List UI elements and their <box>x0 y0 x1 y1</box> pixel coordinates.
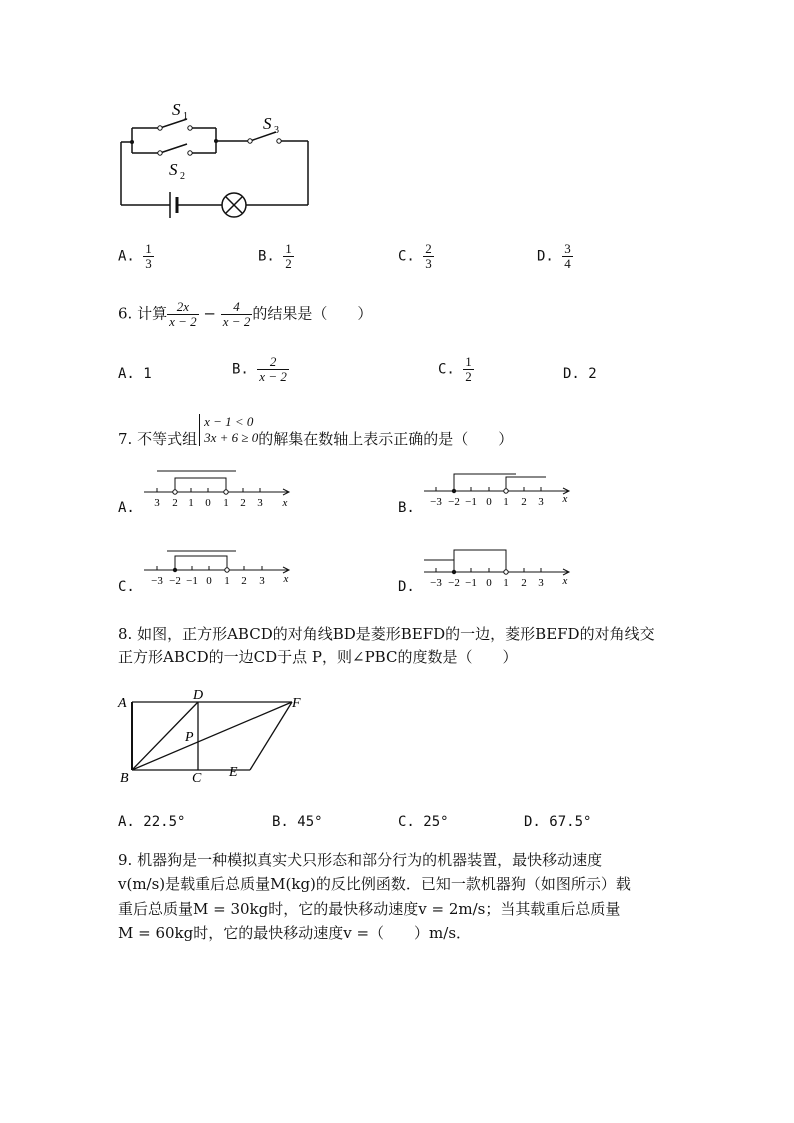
q6-option-d[interactable]: D. 2 <box>563 366 597 382</box>
q6-option-c[interactable]: C. $\frac{1}{2}$ <box>438 354 472 384</box>
q5-option-b[interactable]: B. $\frac{1}{2}$ <box>258 241 292 271</box>
tick-label: 3 <box>538 496 544 508</box>
tick-label: −2 <box>448 496 460 508</box>
point-p-label: P <box>185 730 194 745</box>
tick-label: −1 <box>465 496 477 508</box>
tick-label: −2 <box>448 577 460 589</box>
tick-label: 1 <box>503 496 509 508</box>
tick-label: 2 <box>172 497 178 509</box>
point-c-label: C <box>192 771 202 785</box>
point-a-label: A <box>118 696 127 711</box>
point-d-label: D <box>193 688 204 703</box>
question-9-line3: 重后总质量M = 30kg时，它的最快移动速度v = 2m/s；当其载重后总质量 <box>118 900 621 918</box>
tick-label: 1 <box>223 497 229 509</box>
switch-s3-label: S <box>263 114 272 133</box>
q7-option-a[interactable]: A. <box>118 500 135 516</box>
q7-option-c[interactable]: C. <box>118 579 135 595</box>
tick-label: 2 <box>240 497 246 509</box>
switch-s3-sub: 3 <box>274 125 279 136</box>
tick-label: −1 <box>186 575 198 587</box>
tick-label: −3 <box>151 575 163 587</box>
number-line-b <box>420 465 580 515</box>
tick-label: 0 <box>486 496 492 508</box>
number-line-d <box>420 545 580 595</box>
q7-option-d[interactable]: D. <box>398 579 415 595</box>
tick-label: −2 <box>169 575 181 587</box>
q5-option-c[interactable]: C. $\frac{2}{3}$ <box>398 241 432 271</box>
tick-label: 2 <box>521 496 527 508</box>
question-9-line1: 9. 机器狗是一种模拟真实犬只形态和部分行为的机器装置，最快移动速度 <box>118 851 603 869</box>
axis-var: x <box>283 573 289 585</box>
axis-var: x <box>562 575 568 587</box>
number-line-c <box>140 545 300 595</box>
number-line-a <box>140 465 300 515</box>
tick-label: 3 <box>154 497 160 509</box>
point-b-label: B <box>120 771 129 785</box>
switch-s2-sub: 2 <box>180 171 185 182</box>
tick-label: 3 <box>538 577 544 589</box>
geometry-figure <box>115 685 315 785</box>
tick-label: 0 <box>205 497 211 509</box>
q6-option-a[interactable]: A. 1 <box>118 366 152 382</box>
tick-label: −1 <box>465 577 477 589</box>
question-9-line4: M = 60kg时，它的最快移动速度v =（ ）m/s． <box>118 924 472 942</box>
axis-var: x <box>282 497 288 509</box>
question-8-line1: 8. 如图，正方形ABCD的对角线BD是菱形BEFD的一边，菱形BEFD的对角线交 <box>118 625 655 643</box>
question-8-line2: 正方形ABCD的一边CD于点 P，则∠PBC的度数是（ ） <box>118 648 518 666</box>
tick-label: 1 <box>224 575 230 587</box>
switch-s2-label: S <box>169 160 178 179</box>
q6-option-b[interactable]: B. $\frac{2}{x - 2}$ <box>232 354 287 384</box>
q8-option-b[interactable]: B. 45° <box>272 814 323 830</box>
point-f-label: F <box>292 696 301 711</box>
q5-option-d[interactable]: D. $\frac{3}{4}$ <box>537 241 571 271</box>
tick-label: 2 <box>241 575 247 587</box>
circuit-diagram <box>110 95 320 220</box>
switch-s1-sub: 1 <box>183 111 188 122</box>
q8-option-d[interactable]: D. 67.5° <box>524 814 592 830</box>
q7-option-b[interactable]: B. <box>398 500 415 516</box>
tick-label: 1 <box>188 497 194 509</box>
tick-label: −3 <box>430 496 442 508</box>
tick-label: 0 <box>486 577 492 589</box>
tick-label: 3 <box>257 497 263 509</box>
tick-label: 3 <box>259 575 265 587</box>
tick-label: 2 <box>521 577 527 589</box>
tick-label: 0 <box>206 575 212 587</box>
q5-option-a[interactable]: A. $\frac{1}{3}$ <box>118 241 152 271</box>
point-e-label: E <box>229 765 238 780</box>
tick-label: 1 <box>503 577 509 589</box>
question-7: 7. 不等式组 x − 1 < 0 3x + 6 ≥ 0 的解集在数轴上表示正确的是（ ） <box>118 413 514 448</box>
question-6: 6. 计算 $\frac{2x}{x - 2}$ − $\frac{4}{x - 2}$ 的结果是（ ） <box>118 299 373 329</box>
axis-var: x <box>562 493 568 505</box>
q8-option-c[interactable]: C. 25° <box>398 814 449 830</box>
question-9-line2: v(m/s)是载重后总质量M(kg)的反比例函数．已知一款机器狗（如图所示）载 <box>118 875 631 893</box>
q8-option-a[interactable]: A. 22.5° <box>118 814 186 830</box>
tick-label: −3 <box>430 577 442 589</box>
inequality-system: x − 1 < 0 3x + 6 ≥ 0 <box>199 414 258 446</box>
switch-s1-label: S <box>172 100 181 119</box>
